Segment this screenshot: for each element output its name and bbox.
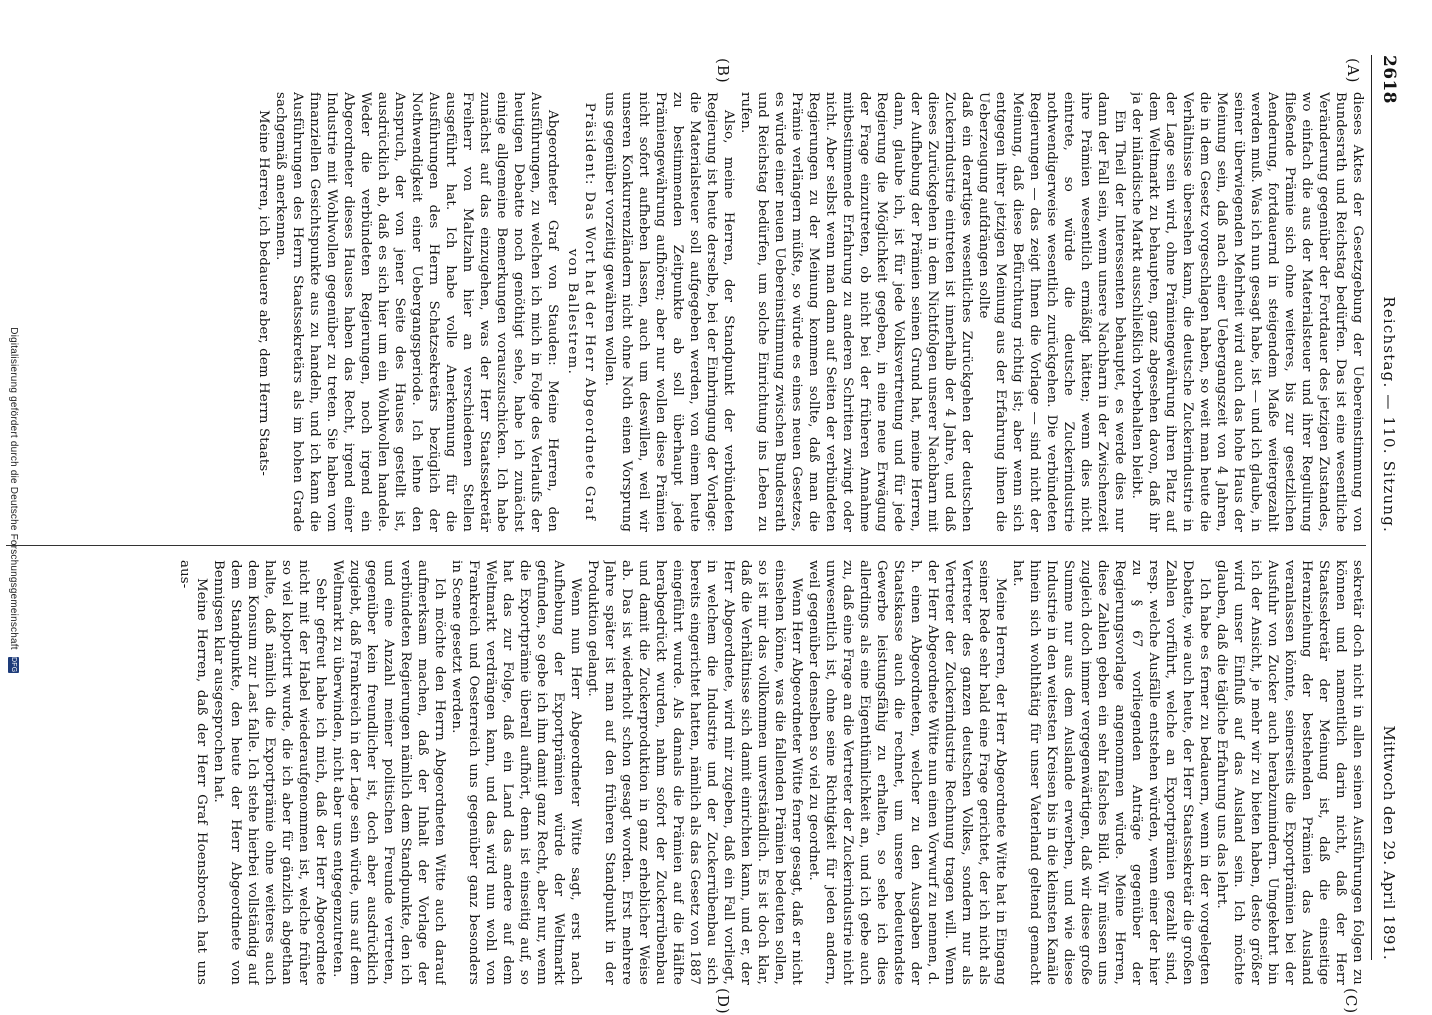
left-column bbox=[6, 92, 1366, 532]
margin-marker-d: (D) bbox=[714, 988, 732, 1015]
speaker-paragraph: Abgeordneter Graf von Stauden: Meine Herren, den Ausführungen, zu welchen ich mich in Folge des Verlaufs der heutigen Debatte noch genöthigt sehe, habe ich zunächst einige allgemeine Bemerkungen vorauszuschicken. Ich habe zunächst auf das einzugehen, was der Herr Staatssekretär Freiherr von Maltzahn hier an verschiedenen Stellen ausgeführt hat. Ich habe volle Anerkennung für die Ausführungen des Herrn Schatzsekretärs bezüglich der Nothwendigkeit einer Uebergangsperiode. Ich lehne den Anspruch, der von jener Seite des Hauses gestellt ist, ausdrücklich ab, daß es sich hier um ein Wohlwollen handele. Weder die verbündeten Regierungen, noch irgend ein Abgeordneter dieses Hauses haben das Recht, irgend einer Industrie mit Wohlwollen gegenüber zu treten. Sie haben vom finanziellen Gesichtspunkte aus zu handeln, und ich kann die Ausführungen des Herrn Staatssekretärs als im hohen Grade sachgemäß anerkennen. bbox=[273, 92, 560, 532]
paragraph: Sehr gefreut habe ich mich, daß der Herr Abgeordnete nicht mit der Habel wiederaufgenommen ist, welche früher so viel kolportirt wurde, die ich aber für gänzlich abgethan halte, daß nämlich die Exportprämie ohne weiteres auch dem Konsum zur Last falle. Ich stehe hierbei vollständig auf dem Standpunkte, den heute der Herr Abgeordnete von Bennigsen klar ausgesprochen hat. bbox=[211, 560, 328, 985]
page-number: 2618 bbox=[1379, 55, 1399, 104]
margin-marker-b: (B) bbox=[714, 58, 732, 84]
paragraph: sekretär doch nicht in allen seinen Ausführungen folgen zu können und namentlich darin nicht, daß der Herr Staatssekretär der Meinung ist, daß die einseitige Heranziehung der bestehenden Prämien das Ausland veranlassen könnte, seinerseits die Exportprämien bei der Ausfuhr von Zucker auch herabzumindern. Umgekehrt bin ich der Ansicht, je mehr wir zu bieten haben, desto größer wird unser Einfluß auf das Ausland sein. Ich möchte glauben, daß die tägliche Erfahrung uns das lehrt. bbox=[1214, 560, 1365, 985]
paragraph: Wenn Herr Abgeordneter Witte ferner gesagt, daß er nicht einsehen könne, was die fallenden Prämien bedeuten sollen, so ist mir das vollkommen unverständlich. Es ist doch klar, daß die Verhältnisse sich damit einrichten kann, und er, der Herr Abgeordnete, wird mir zugeben, daß ein Fall vorliegt, in welchem die Industrie und der Zuckerrübenbau sich bereits eingerichtet hatten, nämlich als das Gesetz von 1887 eingeführt wurde. Als damals die Prämien auf die Hälfte herabgedrückt wurden, nahm sofort der Zuckerrübenbau und damit die Zuckerproduktion in ganz erheblicher Weise ab. Das ist wiederholt schon gesagt worden. Erst mehrere Jahre später ist man auf den früheren Standpunkt in der Produktion gelangt. bbox=[585, 560, 804, 985]
president-remark: Präsident: Das Wort hat der Herr Abgeordnete Graf von Ballestrem. bbox=[565, 102, 597, 522]
page-header bbox=[1374, 55, 1404, 960]
digitization-footer bbox=[8, 0, 19, 1000]
dfg-logo-icon: DFG bbox=[10, 657, 18, 673]
paragraph: Wenn nun Herr Abgeordneter Witte sagt, erst nach Aufhebung der Exportprämien würde der Weltmarkt gefunden, so gebe ich ihm damit ganz Recht, aber nur, wenn die Exportprämie überall aufhört, denn ist einseitig auf, so hat das zur Folge, daß ein Land das andere auf dem Weltmarkt verdrängen kann, und das wird nun wohl von Frankreich und Oesterreich uns gegenüber ganz besonders in Scene gesetzt werden. bbox=[449, 560, 583, 985]
paragraph: Ich möchte den Herrn Abgeordneten Witte auch darauf aufmerksam machen, daß der Inhalt der Vorlage der verbündeten Regierungen nämlich dem Standpunkte, den ich und eine Anzahl meiner politischen Freunde vertreten, gegenüber kein freundlicher ist, doch aber ausdrücklich zugiebt, daß Frankreich in der Lage sein würde, uns auf dem Weltmarkt zu überwinden, nicht aber uns entgegenzutreten. bbox=[330, 560, 447, 985]
paragraph: Meine Herren, daß der Herr Graf Hoensbroech hat uns aus- bbox=[177, 560, 209, 985]
paragraph: Meine Herren, der Herr Abgeordnete Witte hat in Eingang seiner Rede sehr bald eine Frage gerichtet, der ich nicht als Vertreter des ganzen deutschen Volkes, sondern nur als Vertreter der Zuckerindustrie Rechnung tragen will. Wenn der Herr Abgeordnete Witte nun einen Vorwurf zu nennen, d. h. einen Abgeordneten, welcher zu den Ausgaben der Staatskasse auch die rechnet, um unsere bedeutendste Gewerbe leistungsfähig zu erhalten, so sehe ich dies allerdings als eine Eigenthümlichkeit an, und ich gebe auch zu, daß eine Frage an die Vertreter der Zuckerindustrie nicht unwesentlich ist, ohne seine Richtigkeit für jeden andern, weil gegenüber denselben so viel zu geordnet. bbox=[806, 560, 1008, 985]
column-divider bbox=[6, 545, 1366, 546]
header-session-title: Reichstag. — 110. Sitzung. bbox=[1380, 296, 1398, 534]
footer-credit: Digitalisierung gefördert durch die Deutsche Forschungsgemeinschaft bbox=[8, 327, 19, 650]
paragraph: dieses Aktes der Gesetzgebung der Uebereinstimmung von Bundesrath und Reichstag bedürfen. Das ist eine wesentliche Veränderung gegenüber der Fortdauer des jetzigen Zustandes, wo einfach die aus der Materialsteuer und ihrer Regulirung fließende Prämie sich ohne weiteres, bis zur gesetzlichen Aenderung, fortdauernd in steigendem Maße weitergezahlt werden muß. Was ich nun gesagt habe, ist — und ich glaube, in seiner überwiegenden Mehrheit wird auch das hohe Haus der Meinung sein, daß nach einer Uebergangszeit von 4 Jahren, die in dem Gesetz vorgeschlagen haben, so weit man heute die Verhältnisse übersehen kann, die deutsche Zuckerindustrie in der Lage sein wird, ohne Prämiengewährung ihren Platz auf dem Weltmarkt zu behaupten, ganz abgesehen davon, daß ihr ja der inländische Markt ausschließlich vorbehalten bleibt. bbox=[1129, 92, 1365, 532]
paragraph: Also, meine Herren, der Standpunkt der verbündeten Regierung ist heute derselbe, bei der Einbringung der Vorlage: die Materialsteuer soll aufgegeben werden, von einem heute zu bestimmenden Zeitpunkte ab soll überhaupt jede Prämiengewährung aufhören; aber nur wollen diese Prämien nicht sofort aufheben lassen, auch um deswillen, weil wir unseren Konkurrenzländern nicht ohne Noth einen Vorsprung uns gegenüber vorzeitig gewähren wollen. bbox=[602, 92, 736, 532]
paragraph: Ein Theil der Interessenten behauptet, es werde dies nur dann der Fall sein, wenn unsere Nachbarn in der Zwischenzeit ihre Prämien wesentlich ermäßigt hätten; wenn dies nicht eintrete, so würde die deutsche Zuckerindustrie nothwendigerweise wesentlich zurückgehen. Die verbündeten Regierungen — das zeigt Ihnen die Vorlage — sind nicht der Meinung, daß diese Befürchtung richtig ist; aber wenn sich entgegen ihrer jetzigen Meinung aus der Erfahrung ihnen die Ueberzeugung aufdrängen sollte bbox=[976, 92, 1127, 532]
header-rule bbox=[1371, 55, 1372, 960]
paragraph: Ich habe es ferner zu bedauern, wenn in der vorgelegten Debatte, wie auch heute, der Herr Staatssekretär die großen Zahlen vorführt, welche an Exportprämien gezahlt sind, resp. welche Ausfälle entstehen würden, wenn einer der hier zu § 67 vorliegenden Anträge gegenüber der Regierungsvorlage angenommen würde. Meine Herren, diese Zahlen geben ein sehr falsches Bild. Wir müssen uns zugleich doch immer vergegenwärtigen, daß wir diese große Summe nur aus dem Auslande erwerben, und wie diese Industrie in den weitesten Kreisen bis in die kleinsten Kanäle hinein sich wohlthätig für unser Vaterland geltend gemacht hat. bbox=[1010, 560, 1212, 985]
margin-marker-c: (C) bbox=[1342, 988, 1360, 1015]
right-column bbox=[6, 560, 1366, 985]
margin-marker-a: (A) bbox=[1344, 58, 1362, 84]
paragraph: daß ein derartiges wesentliches Zurückgehen der deutschen Zuckerindustrie eintreten ist innerhalb der 4 Jahre, und daß dieses Zurückgehen in dem Nichtfolgen unserer Nachbarn mit der Aufhebung der Prämien seinen Grund hat, meine Herren, dann, glaube ich, ist für jede Volksvertretung und für jede Regierung die Möglichkeit gegeben, in eine neue Erwägung der Frage einzutreten, ob nicht bei der früheren Annahme mitbestimmende Erfahrung zu anderen Schritten zwingt oder nicht. Aber selbst wenn man dann auf Seiten der verbündeten Regierungen zu der Meinung kommen sollte, daß man die Prämie verlängern müßte, so würde es eines neuen Gesetzes, es würde einer neuen Uebereinstimmung zwischen Bundesrath und Reichstag bedürfen, um solche Einrichtung ins Leben zu rufen. bbox=[738, 92, 974, 532]
paragraph: Meine Herren, ich bedauere aber, dem Herrn Staats- bbox=[256, 110, 271, 476]
header-date: Mittwoch den 29. April 1891. bbox=[1380, 725, 1398, 960]
